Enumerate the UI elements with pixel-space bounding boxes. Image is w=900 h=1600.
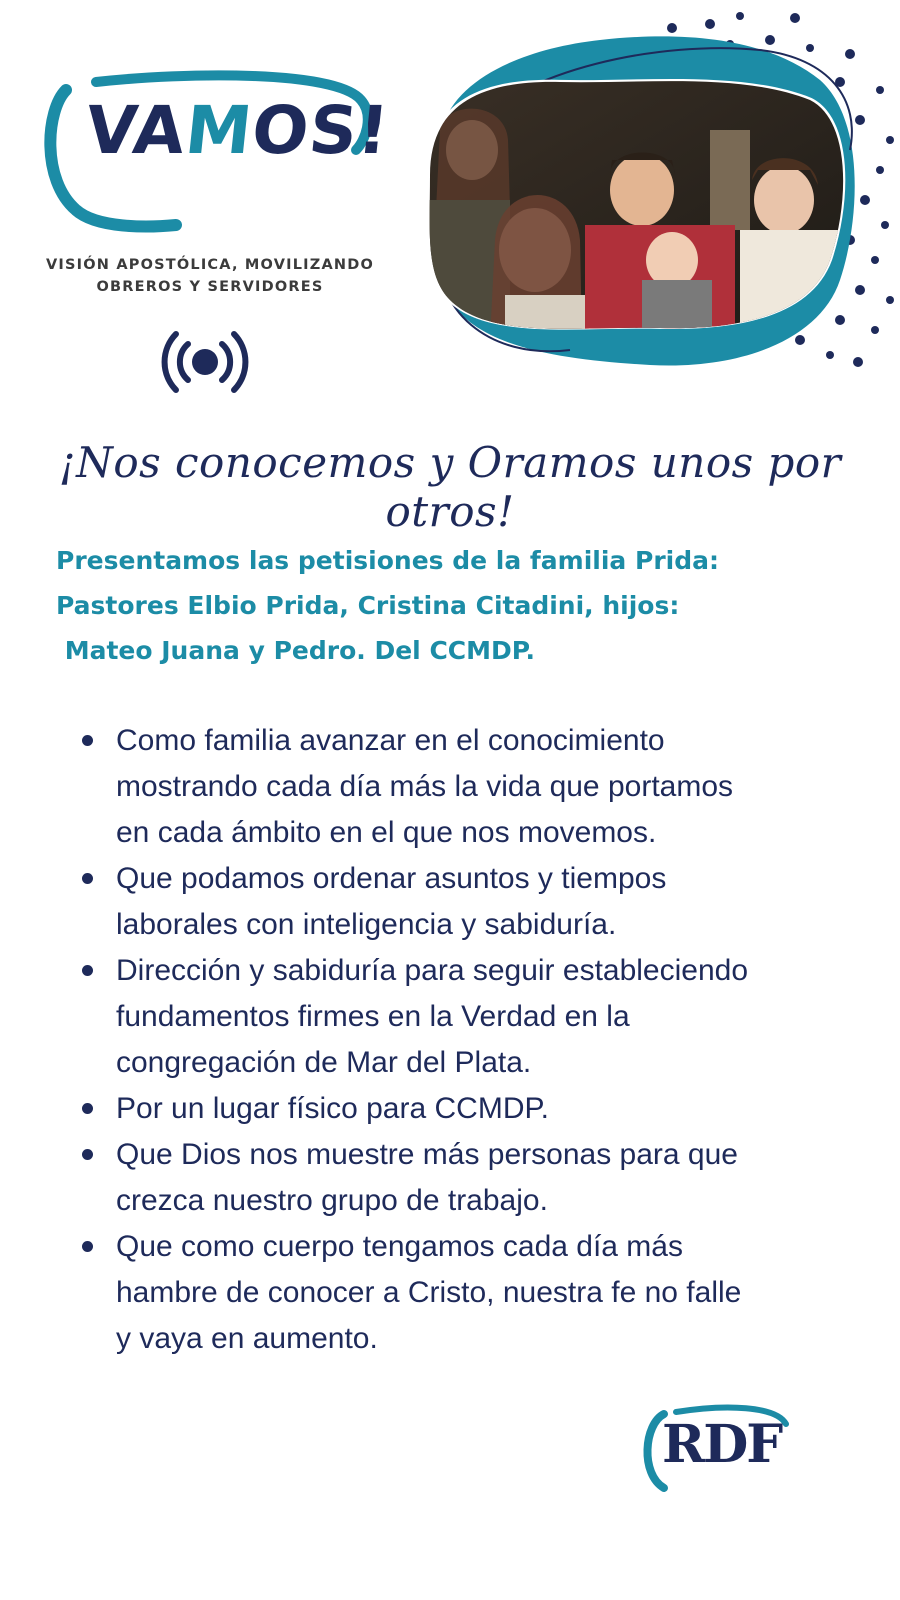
rdf-logo [636,1404,796,1500]
bullet-icon [82,1149,93,1160]
list-item-text: Que Dios nos muestre más personas para que crezca nuestro grupo de trabajo. [116,1138,738,1217]
list-item [78,1086,838,1132]
list-item [78,856,838,948]
tagline-line: VISIÓN APOSTÓLICA, MOVILIZANDO [46,257,374,273]
family-photo-frame [410,10,900,390]
page-headline: ¡Nos conocemos y Oramos unos por otros! [58,438,842,536]
vamos-logo [36,70,394,240]
bullet-icon [82,1241,93,1252]
bullet-icon [82,735,93,746]
list-item-text: Por un lugar físico para CCMDP. [116,1092,549,1125]
intro-text [56,538,856,673]
intro-line: Pastores Elbio Prida, Cristina Citadini, hijos: [56,591,680,620]
bullet-icon [82,873,93,884]
tagline [30,254,390,298]
bullet-icon [82,965,93,976]
broadcast-icon [160,330,250,394]
list-item [78,948,838,1086]
logo-wordmark: VAMOS! [81,92,394,169]
list-item-text: Que como cuerpo tengamos cada día más hambre de conocer a Cristo, nuestra fe no falle y vaya en aumento. [116,1230,742,1355]
list-item-text: Como familia avanzar en el conocimiento mostrando cada día más la vida que portamos en cada ámbito en el que nos movemos. [116,724,734,849]
prayer-requests-list [78,718,838,1362]
list-item [78,718,838,856]
rdf-wordmark: RDF [662,1414,782,1475]
intro-line: Presentamos las petisiones de la familia Prida: [56,546,719,575]
tagline-line: OBREROS Y SERVIDORES [96,279,324,295]
list-item-text: Que podamos ordenar asuntos y tiempos laborales con inteligencia y sabiduría. [116,862,667,941]
list-item [78,1132,838,1224]
bullet-icon [82,1103,93,1114]
intro-line: Mateo Juana y Pedro. Del CCMDP. [56,636,535,665]
list-item-text: Dirección y sabiduría para seguir estableciendo fundamentos firmes en la Verdad en la congregación de Mar del Plata. [116,954,749,1079]
list-item [78,1224,838,1362]
